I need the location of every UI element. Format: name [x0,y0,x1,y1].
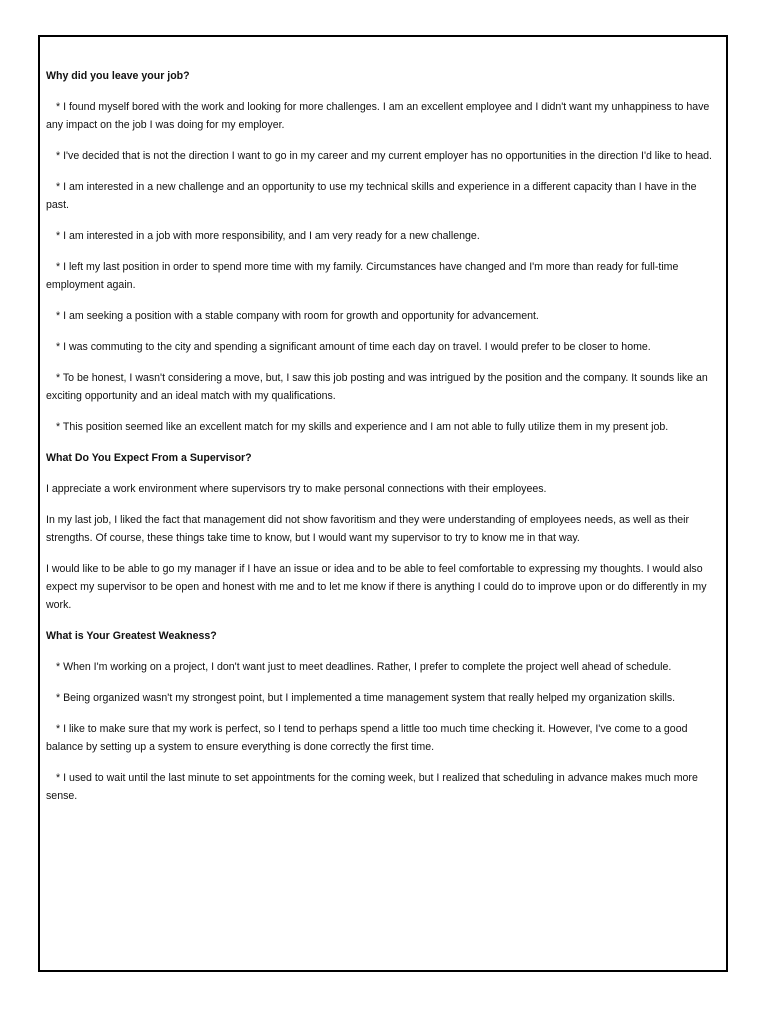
answer-paragraph: * I left my last position in order to spend more time with my family. Circumstances have changed and I'm more than ready for full-time employment again. [46,261,682,291]
answer-paragraph: * I used to wait until the last minute to set appointments for the coming week, but I realized that scheduling in advance makes much more sense. [46,772,701,802]
answer-paragraph: * I found myself bored with the work and looking for more challenges. I am an excellent employee and I didn't want my unhappiness to have any impact on the job I was doing for my employer. [46,101,713,131]
answer-paragraph: * When I'm working on a project, I don't want just to meet deadlines. Rather, I prefer to complete the project well ahead of schedule. [56,661,672,673]
answer-paragraph: * I was commuting to the city and spending a significant amount of time each day on travel. I would prefer to be closer to home. [56,341,651,353]
answer-paragraph: In my last job, I liked the fact that management did not show favoritism and they were understanding of employees needs, as well as their strengths. Of course, these things take time to know, but I would want my supervisor to try to know me in that way. [46,514,692,544]
answer-paragraph: * I like to make sure that my work is perfect, so I tend to perhaps spend a little too much time checking it. However, I've come to a good balance by setting up a system to ensure everything is done correctly the first time. [46,723,691,753]
document-page [38,35,728,972]
section-heading-why-leave: Why did you leave your job? [46,70,190,82]
answer-paragraph: * I've decided that is not the direction I want to go in my career and my current employer has no opportunities in the direction I'd like to head. [56,150,712,162]
answer-paragraph: * To be honest, I wasn't considering a move, but, I saw this job posting and was intrigued by the position and the company. It sounds like an exciting opportunity and an ideal match with my qualifications. [46,372,711,402]
answer-paragraph: * I am seeking a position with a stable company with room for growth and opportunity for advancement. [56,310,539,322]
answer-paragraph: * This position seemed like an excellent match for my skills and experience and I am not able to fully utilize them in my present job. [56,421,669,433]
document-body [46,67,722,818]
answer-paragraph: * I am interested in a job with more responsibility, and I am very ready for a new challenge. [56,230,480,242]
answer-paragraph: * I am interested in a new challenge and an opportunity to use my technical skills and experience in a different capacity than I have in the past. [46,181,700,211]
section-heading-weakness: What is Your Greatest Weakness? [46,630,217,642]
section-heading-supervisor: What Do You Expect From a Supervisor? [46,452,252,464]
answer-paragraph: I would like to be able to go my manager if I have an issue or idea and to be able to feel comfortable to expressing my thoughts. I would also expect my supervisor to be open and honest with me and to let me know if there is anything I could do to improve upon or do differently in my work. [46,563,710,611]
answer-paragraph: * Being organized wasn't my strongest point, but I implemented a time management system that really helped my organization skills. [56,692,676,704]
answer-paragraph: I appreciate a work environment where supervisors try to make personal connections with their employees. [46,483,547,495]
